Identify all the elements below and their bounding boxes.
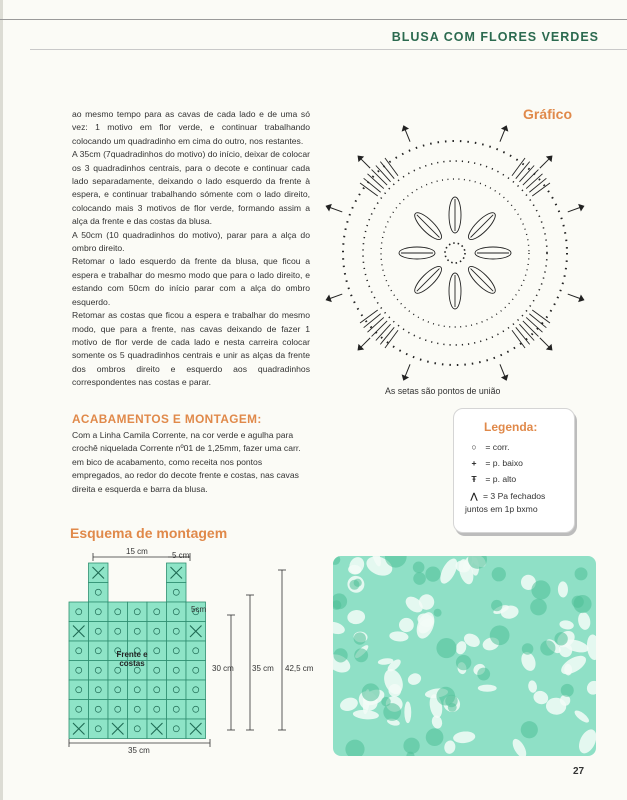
texture-knot — [434, 609, 442, 617]
grid-square — [108, 680, 128, 700]
double-crochet-symbol-icon: Ŧ — [471, 474, 477, 484]
grid-square — [128, 680, 148, 700]
texture-knot — [490, 625, 510, 645]
arrow-head-icon — [326, 296, 331, 302]
texture-hole — [478, 685, 497, 692]
texture-knot — [425, 566, 440, 581]
grid-square — [128, 602, 148, 622]
arrow-head-icon — [502, 126, 508, 131]
page-edge-shadow — [0, 0, 3, 800]
instructions-text — [72, 108, 310, 390]
fan-stitch — [526, 317, 542, 332]
fan-stitch — [523, 170, 539, 186]
fan-stitch — [519, 165, 534, 181]
legend-item — [465, 490, 570, 516]
grid-square — [108, 622, 128, 642]
texture-knot — [436, 687, 455, 706]
arrow-group — [326, 126, 583, 380]
grid-square — [89, 641, 109, 661]
header-underline — [30, 49, 627, 50]
texture-knot — [477, 668, 490, 681]
grid-square — [128, 700, 148, 720]
grid-square — [108, 602, 128, 622]
grid-square — [89, 661, 109, 681]
grid-square — [69, 680, 89, 700]
legend-label: = p. baixo — [485, 458, 523, 468]
texture-knot — [413, 562, 425, 574]
grid-square — [128, 719, 148, 739]
fan-stitch — [364, 178, 381, 192]
grid-square — [167, 641, 187, 661]
fan-stitch — [512, 330, 525, 348]
fan-stitch — [376, 324, 391, 340]
fan-stitch — [529, 314, 546, 328]
union-arrow-icon — [568, 294, 580, 298]
esquema-title: Esquema de montagem — [70, 525, 228, 541]
grid-square — [167, 719, 187, 739]
page-number: 27 — [573, 766, 585, 777]
grid-square — [167, 583, 187, 603]
grid-square — [69, 602, 89, 622]
grid-square — [186, 680, 206, 700]
texture-knot — [540, 640, 555, 655]
assembly-schematic — [60, 540, 330, 760]
union-arrow-icon — [540, 338, 549, 347]
header-title: BLUSA COM FLORES VERDES — [391, 30, 599, 44]
legend-item — [465, 442, 510, 452]
petal-group — [399, 197, 511, 309]
texture-knot — [561, 684, 574, 697]
grid-square — [167, 700, 187, 720]
legend-title: Legenda: — [484, 420, 538, 434]
union-arrow-icon — [500, 364, 505, 376]
grafico-caption: As setas são pontos de união — [385, 386, 501, 396]
grid-square — [147, 602, 167, 622]
texture-knot — [403, 738, 419, 754]
center-ring — [445, 243, 465, 263]
dim-42cm: 42,5 cm — [285, 664, 314, 673]
grid-square — [89, 622, 109, 642]
panel-label: Frente e costas — [116, 650, 148, 668]
texture-knot — [521, 721, 538, 738]
texture-knot — [362, 683, 380, 701]
texture-knot — [530, 599, 547, 616]
fan-stitch — [519, 324, 534, 340]
grid-square — [186, 700, 206, 720]
paragraph: Retomar o lado esquerdo da frente da blusa, que ficou a espera e trabalhar do mesmo modo que para o lado direito, e estando com 50cm do início parar com a alça do ombro esquerdo. — [72, 256, 310, 307]
fan-stitch — [367, 174, 383, 189]
fan-stitch — [385, 158, 398, 176]
texture-knot — [413, 572, 426, 585]
crochet-chart-diagram — [320, 118, 590, 388]
texture-knot — [573, 595, 591, 613]
grid-square — [186, 641, 206, 661]
legend-label: = 3 Pa fechados juntos em 1p bxmo — [465, 491, 546, 514]
grid-square — [147, 700, 167, 720]
fan-stitch — [372, 170, 388, 186]
fan-stitch — [372, 321, 388, 337]
union-arrow-icon — [405, 130, 410, 142]
fan-stitch — [532, 183, 550, 196]
arrow-head-icon — [579, 205, 584, 211]
fan-stitch — [367, 317, 383, 332]
grid-square — [167, 680, 187, 700]
texture-image — [333, 556, 596, 756]
texture-knot — [426, 728, 444, 746]
union-arrow-icon — [500, 130, 505, 142]
fan-stitch — [385, 330, 398, 348]
arrow-head-icon — [502, 375, 508, 380]
grid-square — [167, 661, 187, 681]
corner-group — [360, 158, 550, 348]
grid-square — [89, 700, 109, 720]
texture-knot — [436, 638, 456, 658]
union-arrow-icon — [568, 208, 580, 212]
grid-square — [89, 719, 109, 739]
texture-knot — [491, 600, 502, 611]
arrow-head-icon — [326, 205, 331, 211]
fan-stitch — [512, 158, 525, 176]
grafico-title: Gráfico — [523, 106, 573, 122]
legend-item — [465, 458, 523, 468]
dim-5cm-side: 5cm — [191, 605, 207, 614]
legend-item — [465, 474, 516, 484]
cluster-symbol-icon: ⋀ — [470, 491, 478, 501]
union-arrow-icon — [540, 159, 549, 168]
arrow-head-icon — [402, 375, 408, 380]
chain-symbol-icon: ○ — [471, 442, 477, 452]
header-rule — [0, 19, 627, 20]
fan-stitch — [516, 327, 530, 344]
grid-square — [69, 661, 89, 681]
fan-stitch — [360, 183, 378, 196]
grid-square — [89, 602, 109, 622]
grid-square — [128, 622, 148, 642]
grid-square — [69, 700, 89, 720]
grid-square — [186, 661, 206, 681]
acabamentos-text: Com a Linha Camila Corrente, na cor verde e agulha para crochê niquelada Corrente nº01 de 1,25mm, fazer uma carr. em bico de acabamento, como receita nos pontos empregados, ao redor do decote frente e costas, nas cavas direita e esquerda e barra da blusa. — [72, 430, 301, 494]
grid-square — [147, 622, 167, 642]
grid-square — [69, 641, 89, 661]
texture-knot — [354, 648, 368, 662]
texture-knot — [575, 567, 588, 580]
paragraph: ao mesmo tempo para as cavas de cada lado e de uma só vez: 1 motivo em flor verde, e continuar trabalhando colocando um quadradinho em cima do outro, nos restantes. — [72, 109, 310, 146]
texture-knot — [531, 580, 550, 599]
grid-square — [108, 700, 128, 720]
dim-30cm: 30 cm — [212, 664, 234, 673]
arrow-head-icon — [579, 296, 584, 302]
grid-square — [89, 583, 109, 603]
fan-stitch — [532, 310, 550, 323]
texture-knot — [354, 579, 362, 587]
paragraph: A 50cm (10 quadradinhos do motivo), parar para a alça do ombro direito. — [72, 229, 310, 254]
fan-stitch — [523, 321, 539, 337]
texture-knot — [522, 643, 534, 655]
dim-35cm-bottom: 35 cm — [128, 746, 150, 755]
texture-knot — [381, 697, 390, 706]
section-title-acabamentos: ACABAMENTOS E MONTAGEM: — [72, 412, 262, 426]
dim-15cm: 15 cm — [126, 547, 148, 556]
arrow-head-icon — [402, 126, 408, 131]
grid-square — [147, 680, 167, 700]
single-crochet-symbol-icon: + — [471, 458, 477, 468]
fan-stitch — [380, 162, 394, 179]
grid-square — [167, 622, 187, 642]
union-arrow-icon — [361, 159, 370, 168]
fan-stitch — [360, 310, 378, 323]
middle-chain-ring — [363, 161, 547, 345]
paragraph: A 35cm (7quadradinhos do motivo) do início, deixar de colocar os 3 quadradinhos centrais, para o decote e continuar cada lado separadamente, deixando o lado esquerdo da frente à espera, e continuar trabalhando sómente com o lado direito, colocando mais 3 motivos de flor verde, formando assim a alça da frente e das costas da blusa. — [72, 149, 310, 227]
texture-knot — [334, 648, 348, 662]
union-arrow-icon — [361, 338, 370, 347]
fan-stitch — [376, 165, 391, 181]
dim-5cm-top: 5 cm — [172, 551, 190, 560]
legend-label: = p. alto — [485, 474, 517, 484]
dim-35cm: 35 cm — [252, 664, 274, 673]
texture-knot — [456, 655, 471, 670]
legend-label: = corr. — [485, 442, 510, 452]
union-arrow-icon — [330, 294, 342, 298]
grid-square — [167, 602, 187, 622]
fan-stitch — [526, 174, 542, 189]
texture-knot — [492, 567, 506, 581]
union-arrow-icon — [330, 208, 342, 212]
grid-square — [89, 680, 109, 700]
crochet-texture-photo — [333, 556, 596, 756]
union-arrow-icon — [405, 364, 410, 376]
texture-knot — [354, 632, 366, 644]
texture-knot — [554, 632, 567, 645]
paragraph: Retomar as costas que ficou a espera e trabalhar do mesmo modo, que para a frente, nas cavas deixando de fazer 1 motivo de flor verde de cada lado e nesta carreira colocar somente os 5 quadradinhos centrais e unir as alças da frente dos ombros direito e esquerdo aos quadradinhos correspondentes nas costas e parar. — [72, 310, 310, 388]
